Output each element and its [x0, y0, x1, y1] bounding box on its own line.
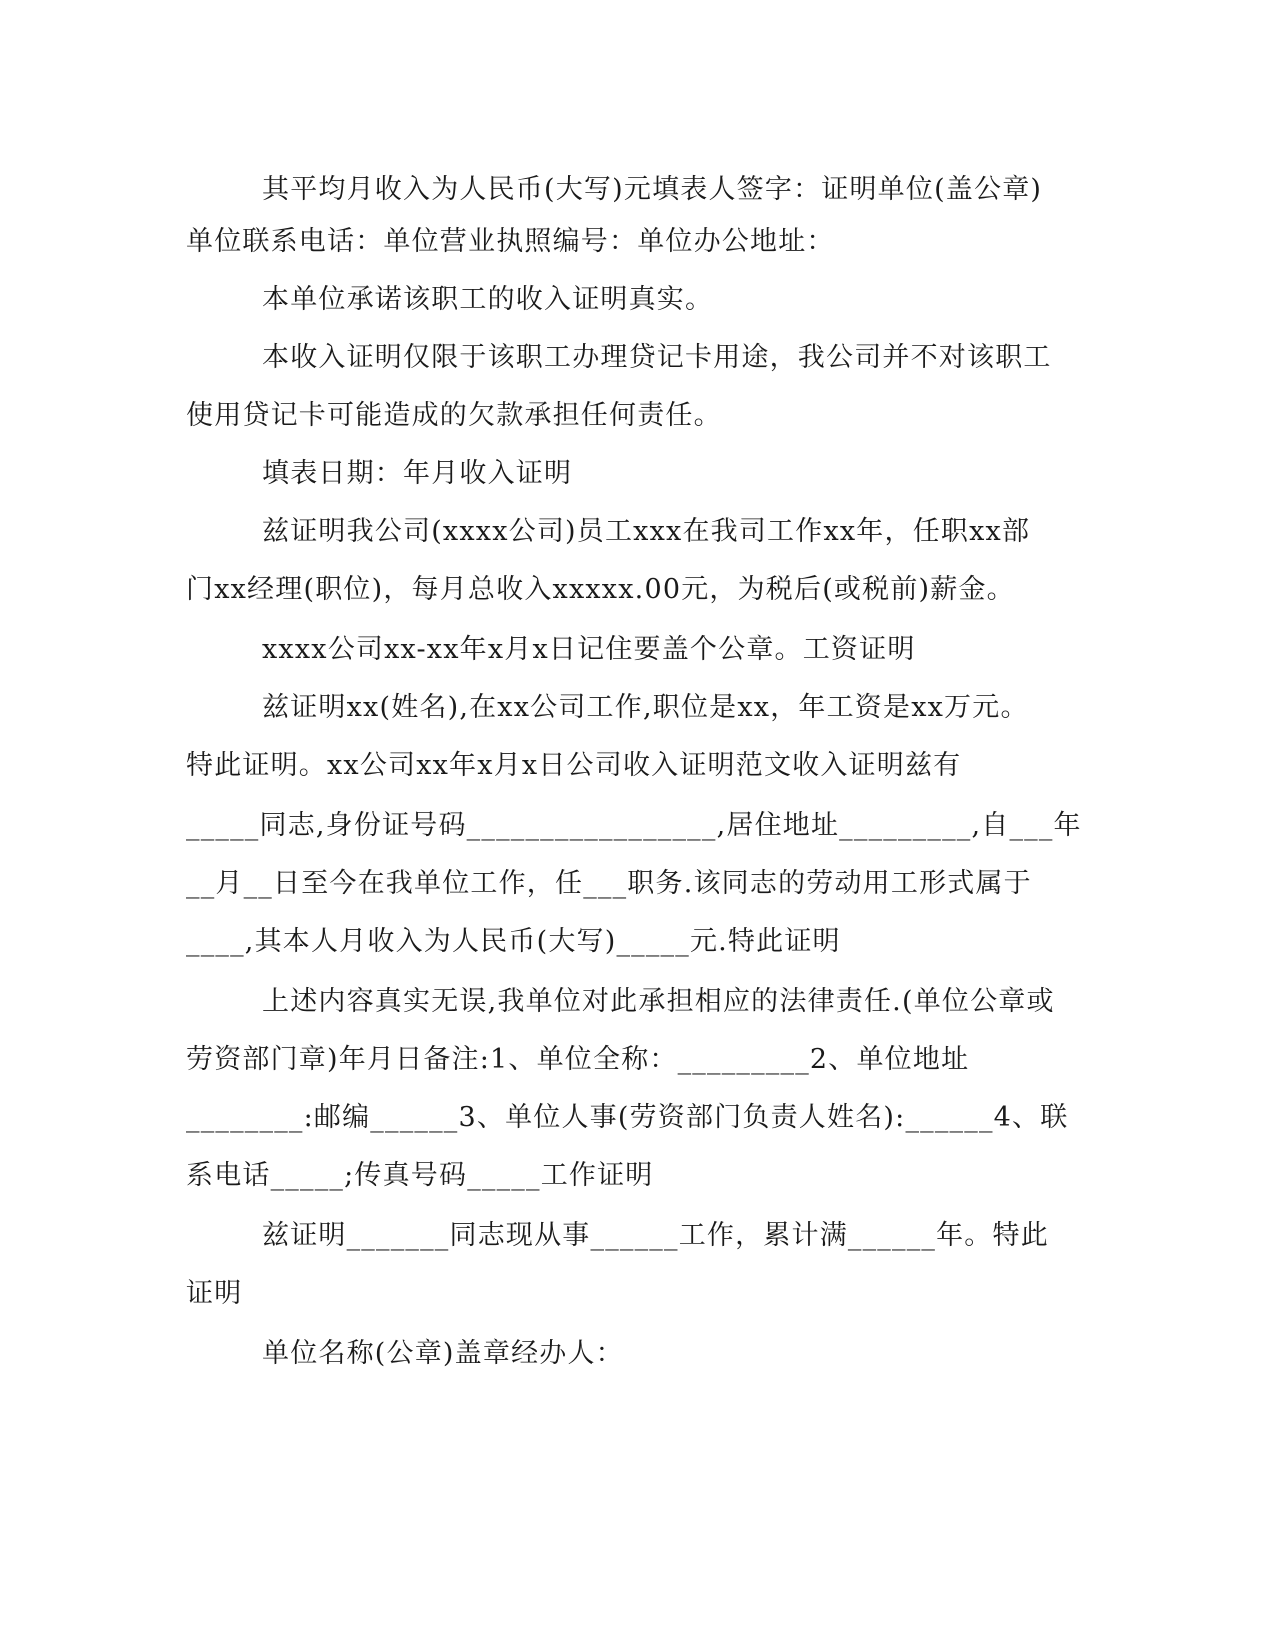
text-line: 本收入证明仅限于该职工办理贷记卡用途，我公司并不对该职工 — [262, 342, 1052, 373]
text-line: 劳资部门章)年月日备注:1、单位全称：_________2、单位地址 — [186, 1044, 970, 1075]
text-line: 兹证明我公司(xxxx公司)员工xxx在我司工作xx年，任职xx部 — [262, 516, 1031, 547]
text-line: 兹证明_______同志现从事______工作，累计满______年。特此 — [262, 1220, 1049, 1251]
text-line: 填表日期：年月收入证明 — [262, 458, 573, 489]
text-line: 特此证明。xx公司xx年x月x日公司收入证明范文收入证明兹有 — [186, 750, 962, 781]
text-line: 兹证明xx(姓名),在xx公司工作,职位是xx，年工资是xx万元。 — [262, 692, 1029, 723]
text-line: __月__日至今在我单位工作，任___职务.该同志的劳动用工形式属于 — [186, 868, 1032, 899]
text-line: 本单位承诺该职工的收入证明真实。 — [262, 284, 714, 315]
text-line: 证明 — [186, 1278, 243, 1309]
text-line: 其平均月收入为人民币(大写)元填表人签字：证明单位(盖公章) — [262, 174, 1043, 205]
text-line: 单位联系电话：单位营业执照编号：单位办公地址： — [186, 226, 835, 257]
text-line: ________:邮编______3、单位人事(劳资部门负责人姓名):______4、联 — [186, 1102, 1069, 1133]
text-line: ____,其本人月收入为人民币(大写)_____元.特此证明 — [186, 926, 841, 957]
text-line: 门xx经理(职位)，每月总收入xxxxx.00元，为税后(或税前)薪金。 — [186, 574, 1015, 605]
text-line: 使用贷记卡可能造成的欠款承担任何责任。 — [186, 400, 722, 431]
text-line: 单位名称(公章)盖章经办人： — [262, 1338, 624, 1369]
text-line: 上述内容真实无误,我单位对此承担相应的法律责任.(单位公章或 — [262, 986, 1055, 1017]
text-line: _____同志,身份证号码_________________,居住地址_________,自___年 — [186, 810, 1082, 841]
text-line: 系电话_____;传真号码_____工作证明 — [186, 1160, 654, 1191]
text-line: xxxx公司xx-xx年x月x日记住要盖个公章。工资证明 — [262, 634, 916, 665]
